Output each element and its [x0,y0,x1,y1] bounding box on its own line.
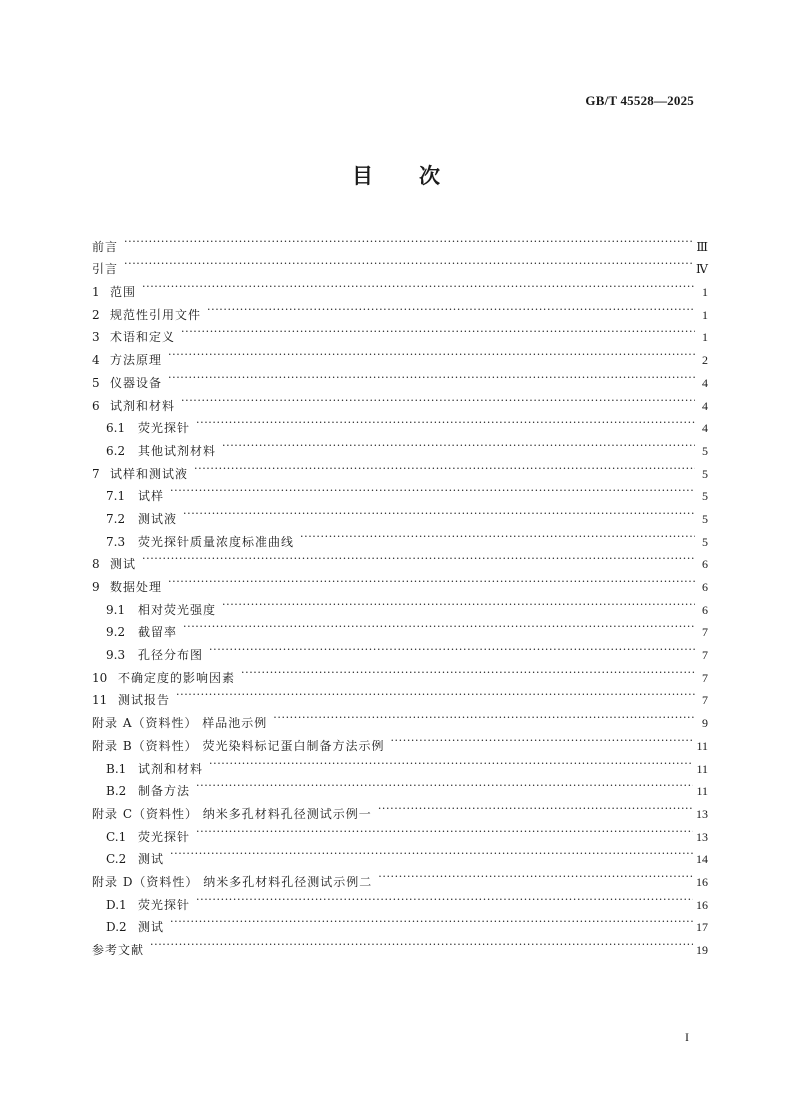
toc-dot-leader [183,500,695,523]
toc-dot-leader [196,410,695,433]
toc-entry-label: 测试 [110,557,137,572]
toc-entry[interactable] [92,931,708,957]
toc-entry-page: 1 [702,307,708,322]
toc-entry-page: 1 [702,330,708,345]
toc-entry-page: 4 [702,398,708,413]
toc-entry[interactable] [92,341,708,368]
toc-entry-label: 测试 [138,920,165,935]
toc-dot-leader [196,773,693,796]
toc-entry[interactable] [92,523,708,549]
toc-entry-number: 6.1 [106,421,126,436]
toc-entry-page: 7 [702,693,708,708]
toc-entry-number: B.1 [106,761,127,776]
toc-entry-label: 方法原理 [110,353,163,368]
toc-entry-page: 14 [696,852,708,867]
toc-entry-number: B.2 [106,784,127,799]
toc-entry-page: 5 [702,489,708,504]
toc-entry-page: 9 [702,716,708,731]
toc-entry-label: 荧光探针 [138,421,191,436]
toc-entry[interactable] [92,546,708,572]
toc-entry[interactable] [92,387,708,413]
toc-entry-page: 13 [696,829,708,844]
toc-dot-leader [176,682,695,705]
toc-entry-number: 9.3 [106,648,126,663]
toc-entry-page: 5 [702,511,708,526]
toc-entry-label: 荧光探针 [138,897,191,912]
toc-dot-leader [124,251,693,274]
toc-entry-label: 附录 A（资料性） 样品池示例 [92,716,268,731]
toc-dot-leader [124,228,693,251]
toc-dot-leader [142,546,695,569]
toc-entry-page: 19 [696,943,708,957]
toc-entry-number: C.2 [106,852,127,867]
toc-dot-leader [170,478,695,501]
document-code: GB/T 45528—2025 [585,93,694,108]
toc-entry-number: D.1 [106,897,127,912]
toc-entry-page: 7 [702,648,708,663]
toc-entry-label: 不确定度的影响因素 [118,670,236,685]
toc-entry-number: 1 [92,285,100,300]
toc-dot-leader [241,659,695,682]
toc-entry[interactable] [92,591,708,617]
toc-entry-page: 6 [702,602,708,617]
toc-entry-number: C.1 [106,829,127,844]
toc-entry-label: 荧光探针 [138,829,191,844]
toc-entry[interactable] [92,636,708,663]
toc-entry-page: 4 [702,421,708,436]
toc-entry[interactable] [92,228,708,254]
toc-dot-leader [150,931,693,954]
toc-entry-number: 7.1 [106,489,126,504]
toc-dot-leader [194,455,695,478]
toc-entry-number: 7 [92,466,100,481]
toc-entry[interactable] [92,273,708,300]
toc-entry-label: 制备方法 [138,784,191,799]
toc-entry-page: Ⅲ [696,239,708,254]
toc-dot-leader [222,432,695,455]
toc-entry-label: 测试 [138,852,165,867]
toc-entry-number: 10 [92,670,108,685]
toc-entry-number: 11 [92,693,108,708]
toc-entry-page: 5 [702,466,708,481]
toc-entry-number: 3 [92,330,100,345]
table-of-contents [92,228,708,957]
toc-entry[interactable] [92,364,708,390]
toc-entry-page: 16 [696,874,708,889]
toc-entry-label: 测试报告 [118,693,171,708]
toc-entry[interactable] [92,682,708,708]
toc-entry[interactable] [92,410,708,436]
toc-dot-leader [207,296,695,319]
toc-entry-number: 5 [92,375,100,390]
toc-entry-page: 16 [696,897,708,912]
toc-entry-number: 6 [92,398,100,413]
toc-entry[interactable] [92,500,708,526]
toc-entry[interactable] [92,841,708,867]
toc-entry-number: 7.3 [106,534,126,549]
toc-title: 目次 [352,164,486,188]
toc-entry-page: 5 [702,534,708,549]
toc-entry-number: 8 [92,557,100,572]
toc-entry-label: 试样和测试液 [110,466,189,481]
toc-entry-label: 荧光探针质量浓度标准曲线 [138,534,295,549]
toc-entry[interactable] [92,614,708,640]
toc-entry-page: 5 [702,443,708,458]
toc-dot-leader [181,319,695,342]
toc-entry-number: 2 [92,307,100,322]
toc-entry-label: 截留率 [138,625,178,640]
toc-entry-page: 4 [702,375,708,390]
toc-entry-number: 7.2 [106,511,126,526]
toc-entry-label: 试剂和材料 [138,761,204,776]
toc-dot-leader [168,364,695,387]
toc-dot-leader [390,727,693,750]
toc-entry-page: 6 [702,580,708,594]
toc-entry[interactable] [92,909,708,935]
toc-entry-page: 7 [702,625,708,640]
toc-dot-leader [181,387,695,410]
toc-entry-page: 6 [702,557,708,572]
toc-dot-leader [170,841,693,864]
toc-dot-leader [170,909,693,932]
toc-entry-label: 试剂和材料 [110,398,176,413]
toc-entry-page: 11 [696,738,708,753]
toc-entry-label: 附录 B（资料性） 荧光染料标记蛋白制备方法示例 [92,738,385,753]
toc-dot-leader [378,863,693,886]
toc-entry-label: 前言 [92,239,119,254]
toc-entry-page: 13 [696,806,708,821]
toc-entry-label: 孔径分布图 [138,648,204,663]
toc-entry-number: D.2 [106,920,127,935]
toc-dot-leader [378,795,693,818]
toc-dot-leader [142,273,695,296]
toc-dot-leader [273,704,695,727]
toc-entry-label: 引言 [92,262,119,277]
toc-dot-leader [183,614,695,637]
toc-entry[interactable] [92,251,708,277]
toc-entry-label: 测试液 [138,511,178,526]
toc-dot-leader [168,568,695,591]
toc-entry-label: 试样 [138,489,165,504]
toc-entry-label: 规范性引用文件 [110,307,202,322]
toc-entry-page: 11 [696,784,708,799]
toc-entry-page: 17 [696,920,708,935]
toc-dot-leader [209,636,695,659]
toc-dot-leader [196,818,693,841]
toc-entry-page: 2 [702,353,708,368]
page-number: I [685,1030,689,1044]
toc-entry-label: 仪器设备 [110,375,163,390]
toc-entry-page: 11 [696,761,708,776]
toc-dot-leader [168,341,695,364]
toc-dot-leader [300,523,695,546]
toc-entry[interactable] [92,863,708,889]
toc-dot-leader [222,591,695,614]
toc-entry[interactable] [92,704,708,731]
toc-entry[interactable] [92,319,708,345]
toc-entry-label: 其他试剂材料 [138,443,217,458]
toc-entry-page: Ⅳ [696,262,708,277]
toc-entry-number: 6.2 [106,443,126,458]
toc-entry[interactable] [92,296,708,322]
toc-entry-label: 术语和定义 [110,330,176,345]
toc-entry-label: 附录 C（资料性） 纳米多孔材料孔径测试示例一 [92,806,372,821]
toc-dot-leader [209,750,693,773]
toc-entry-page: 1 [702,285,708,300]
toc-entry-number: 4 [92,353,100,368]
toc-dot-leader [196,886,693,909]
toc-entry[interactable] [92,478,708,504]
toc-entry-label: 数据处理 [110,580,163,594]
toc-entry-label: 相对荧光强度 [138,602,217,617]
toc-entry-number: 9 [92,580,100,594]
toc-entry-label: 参考文献 [92,943,145,957]
toc-entry[interactable] [92,568,708,594]
toc-entry-page: 7 [702,670,708,685]
toc-entry-label: 范围 [110,285,137,300]
toc-entry-number: 9.1 [106,602,126,617]
toc-entry-label: 附录 D（资料性） 纳米多孔材料孔径测试示例二 [92,874,373,889]
toc-entry-number: 9.2 [106,625,126,640]
